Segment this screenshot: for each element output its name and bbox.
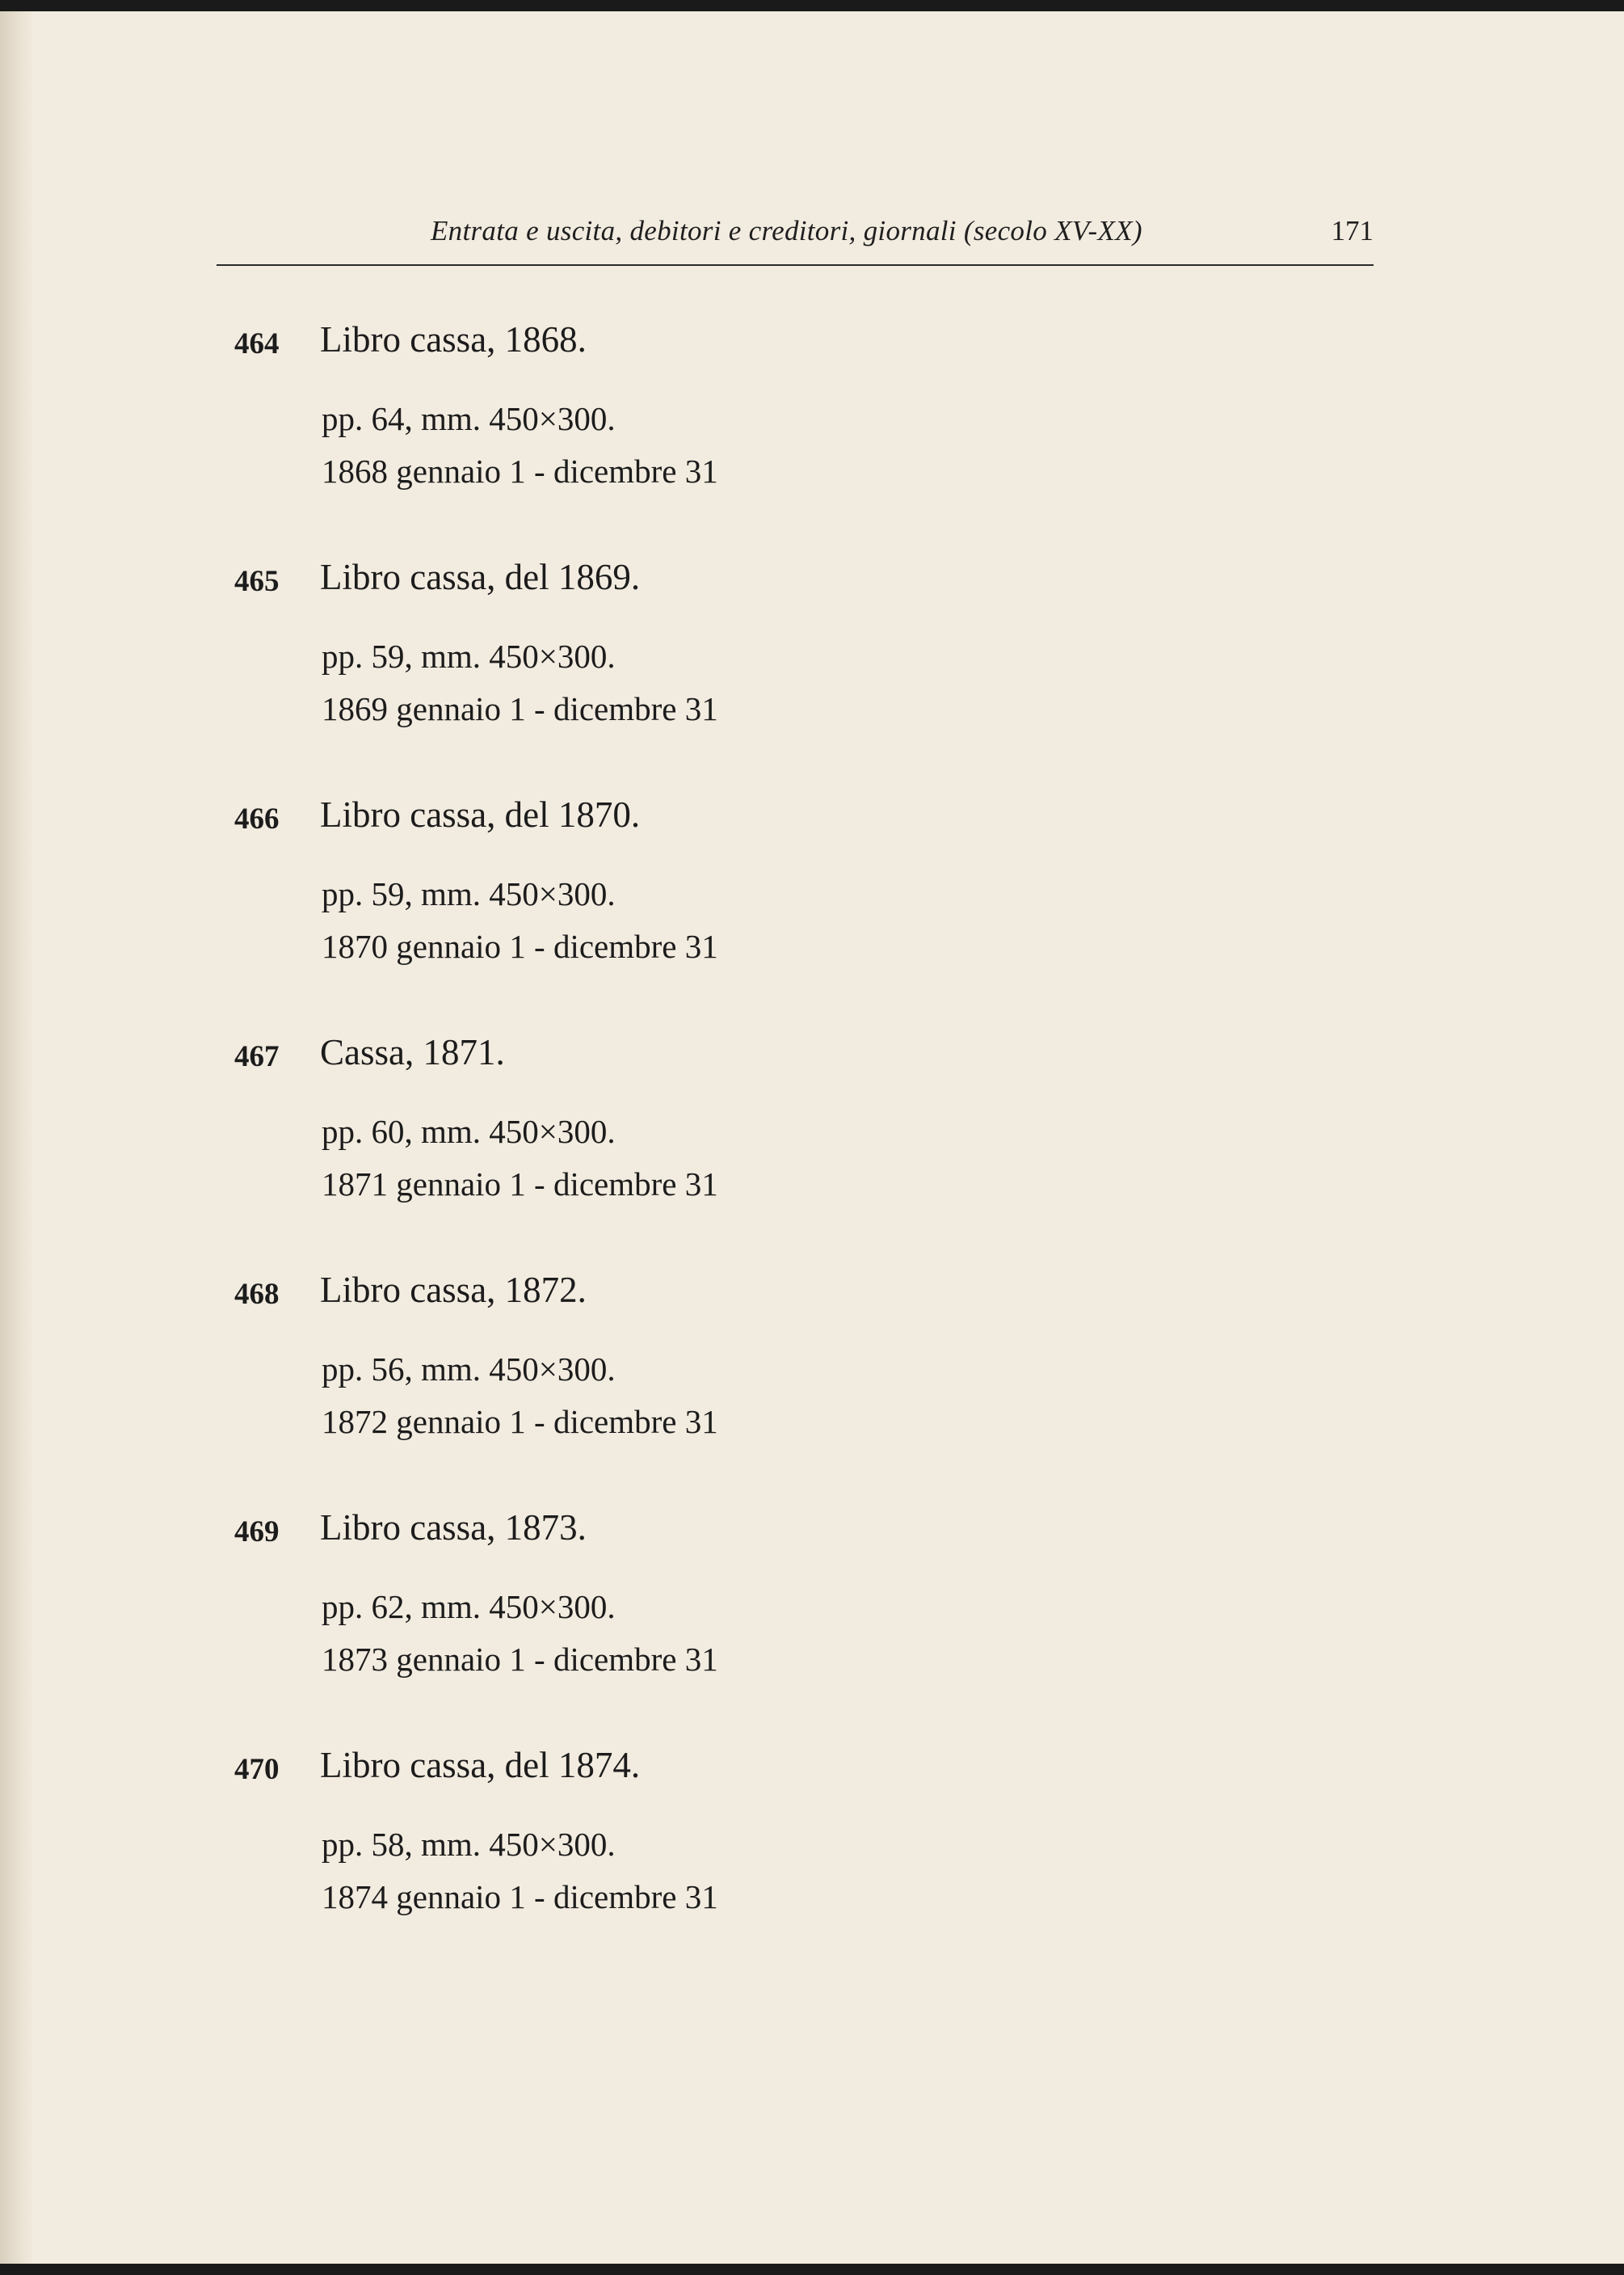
page-number: 171 bbox=[1331, 215, 1374, 246]
header-rule bbox=[217, 264, 1374, 266]
catalog-entry bbox=[234, 1031, 848, 1225]
running-title: Entrata e uscita, debitori e creditori, giornali (secolo XV-XX) bbox=[431, 215, 1142, 246]
entry-title: Libro cassa, 1872. bbox=[320, 1270, 587, 1310]
page-edge-shadow bbox=[0, 11, 34, 2264]
catalog-entry bbox=[234, 794, 848, 988]
catalog-entry bbox=[234, 1269, 848, 1463]
entry-dates: 1874 gennaio 1 - dicembre 31 bbox=[322, 1878, 718, 1915]
entry-number: 465 bbox=[234, 565, 280, 598]
entry-dates: 1871 gennaio 1 - dicembre 31 bbox=[322, 1165, 718, 1203]
entry-dates: 1869 gennaio 1 - dicembre 31 bbox=[322, 690, 718, 727]
entry-physical-description: pp. 56, mm. 450×300. bbox=[322, 1350, 616, 1388]
running-head bbox=[217, 215, 1374, 260]
entry-title: Libro cassa, del 1869. bbox=[320, 557, 641, 597]
entry-physical-description: pp. 64, mm. 450×300. bbox=[322, 400, 616, 437]
entry-number: 467 bbox=[234, 1040, 280, 1073]
entry-physical-description: pp. 60, mm. 450×300. bbox=[322, 1113, 616, 1150]
entry-dates: 1873 gennaio 1 - dicembre 31 bbox=[322, 1641, 718, 1678]
entry-title: Libro cassa, 1868. bbox=[320, 319, 587, 360]
entry-physical-description: pp. 62, mm. 450×300. bbox=[322, 1588, 616, 1625]
catalog-entry bbox=[234, 556, 848, 750]
document-page bbox=[0, 11, 1624, 2264]
entry-title: Libro cassa, del 1870. bbox=[320, 794, 641, 835]
entry-number: 466 bbox=[234, 803, 280, 836]
entry-physical-description: pp. 59, mm. 450×300. bbox=[322, 638, 616, 675]
entry-number: 469 bbox=[234, 1515, 280, 1548]
entry-dates: 1872 gennaio 1 - dicembre 31 bbox=[322, 1403, 718, 1440]
entry-dates: 1868 gennaio 1 - dicembre 31 bbox=[322, 453, 718, 490]
entry-physical-description: pp. 59, mm. 450×300. bbox=[322, 875, 616, 912]
entry-title: Libro cassa, del 1874. bbox=[320, 1745, 641, 1785]
entry-dates: 1870 gennaio 1 - dicembre 31 bbox=[322, 928, 718, 965]
entry-title: Libro cassa, 1873. bbox=[320, 1507, 587, 1548]
show-through-texture bbox=[800, 310, 1382, 1927]
catalog-entry bbox=[234, 1506, 848, 1700]
entry-number: 464 bbox=[234, 327, 280, 360]
entry-number: 470 bbox=[234, 1753, 280, 1786]
entry-physical-description: pp. 58, mm. 450×300. bbox=[322, 1826, 616, 1863]
catalog-entry bbox=[234, 1744, 848, 1938]
entry-title: Cassa, 1871. bbox=[320, 1032, 505, 1072]
entry-number: 468 bbox=[234, 1278, 280, 1311]
catalog-entry bbox=[234, 318, 848, 512]
